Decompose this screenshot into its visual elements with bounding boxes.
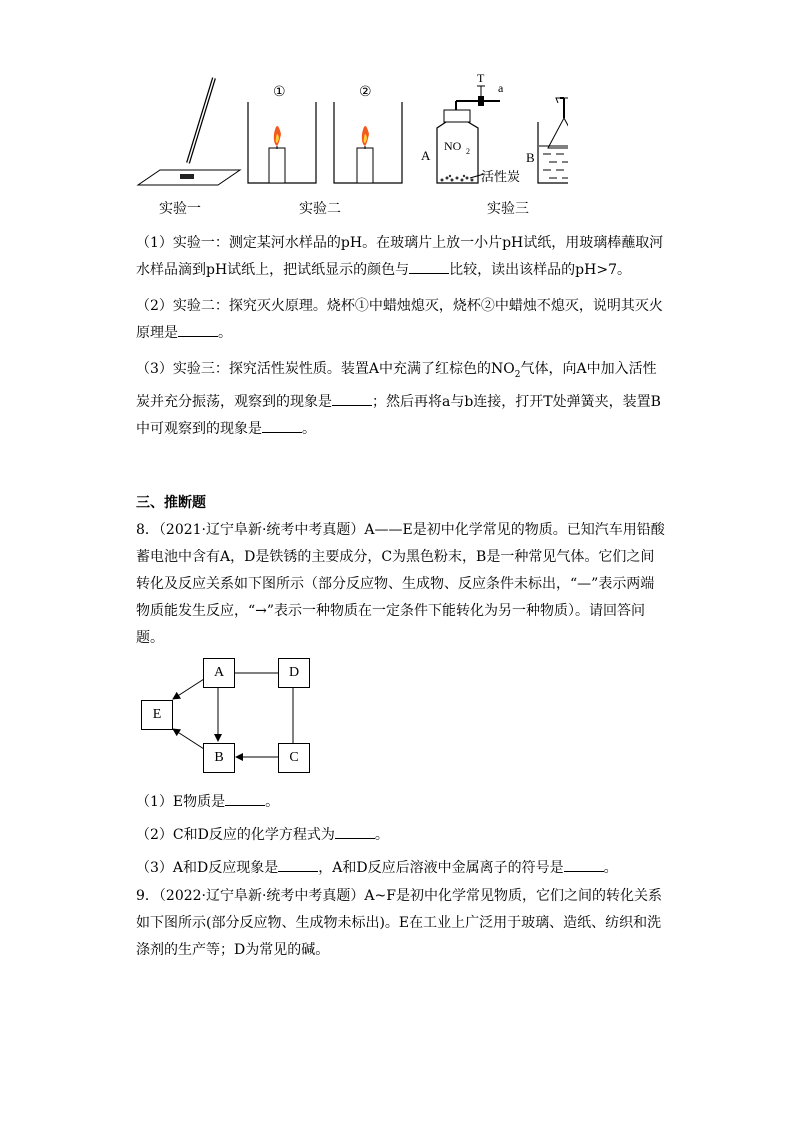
answer-blank[interactable] [278,857,318,872]
relation-diagram [140,657,320,777]
label-b-device: B [526,150,535,165]
q8-intro: 8．（2021·辽宁阜新·统考中考真题）A——E是初中化学常见的物质。已知汽车用铅酸蓄电池中含有A，D是铁锈的主要成分，C为黑色粉末，B是一种常见气体。它们之间转化及反应关系如下图所示（部分反应物、生成物、反应条件未标出，“—”表示两端物质能发生反应，“→”表示一种物质在一定条件下能转化为另一种物质）。请回答问题。 [136,522,665,646]
answer-blank[interactable] [262,418,302,433]
q7-part2: （2）实验二：探究灭火原理。烧杯①中蜡烛熄灭，烧杯②中蜡烛不熄灭，说明其灭火原理是 。 [136,298,663,341]
label-a-device: A [421,148,431,163]
beaker-label-2: ② [359,84,372,100]
caption-exp1: 实验一 [159,201,201,217]
node-c: C [278,743,310,773]
q7-part3: （3）实验三：探究活性炭性质。装置A中充满了红棕色的$NO_2$气体，向A中加入活性炭并充分振荡，观察到的现象是 ；然后再将a与b连接，打开T处弹簧夹，装置B中可观察到的现象是 。 [136,361,661,437]
section-title: 三、推断题 [136,495,206,511]
label-t: T [477,71,485,85]
answer-blank[interactable] [225,791,265,806]
label-carbon: 活性炭 [481,170,521,185]
label-gas-sub: 2 [466,147,470,156]
label-gas: NO [444,139,462,153]
answer-blank[interactable] [178,322,218,337]
q8-sub2: （2）C和D反应的化学方程式为 。 [136,822,666,849]
answer-blank[interactable] [564,857,604,872]
q8-sub1: （1）E物质是 。 [136,789,666,816]
q7-part1: （1）实验一：测定某河水样品的pH。在玻璃片上放一小片pH试纸，用玻璃棒蘸取河水样品滴到pH试纸上，把试纸显示的颜色与 比较，读出该样品的pH>7。 [136,235,664,278]
label-a: a [498,81,504,95]
q8-sub3: （3）A和D反应现象是 ，A和D反应后溶液中金属离子的符号是 。 [136,855,666,882]
answer-blank[interactable] [335,824,375,839]
node-d: D [278,658,310,688]
node-a: A [203,658,235,688]
caption-exp3: 实验三 [487,201,529,217]
node-e: E [141,700,173,730]
answer-blank[interactable] [409,259,449,274]
answer-blank[interactable] [332,391,372,406]
beaker-label-1: ① [273,84,286,100]
caption-exp2: 实验二 [299,201,341,217]
q9-intro: 9．（2022·辽宁阜新·统考中考真题）A~F是初中化学常见物质，它们之间的转化关系如下图所示(部分反应物、生成物未标出)。E在工业上广泛用于玻璃、造纸、纺织和洗涤剂的生产等；D为常见的碱。 [136,888,662,958]
node-b: B [203,743,235,773]
